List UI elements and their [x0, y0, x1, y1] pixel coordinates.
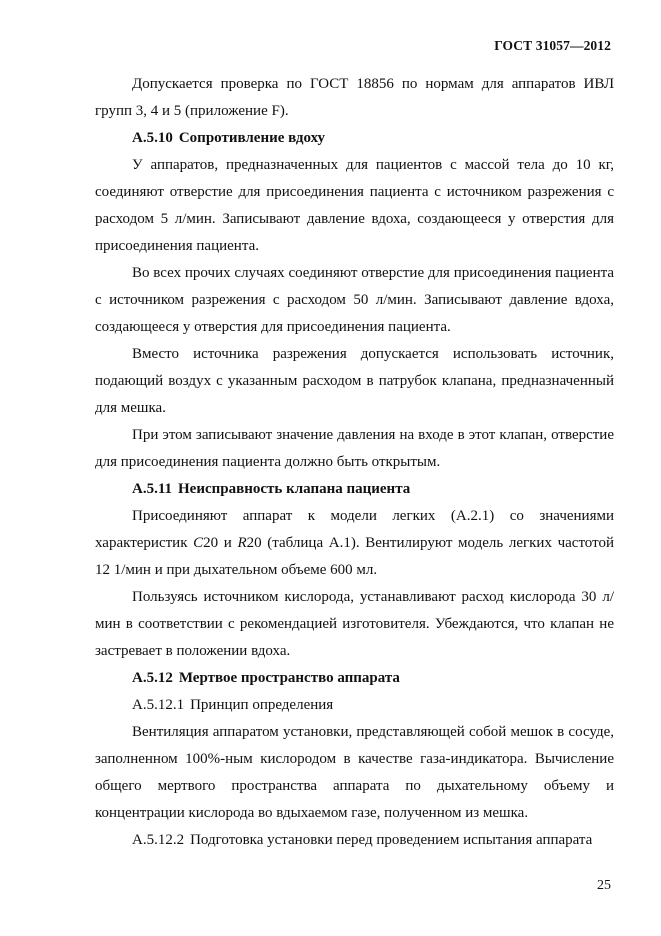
- section-title: Мертвое пространство аппарата: [178, 670, 400, 686]
- subsection-number: А.5.12.2: [132, 832, 185, 848]
- paragraph-6: [95, 503, 614, 584]
- page-number: 25: [597, 878, 611, 893]
- paragraph-text: 20 и: [203, 535, 238, 551]
- section-title: Сопротивление вдоху: [178, 130, 326, 146]
- subsection-title: Принцип определения: [190, 697, 334, 713]
- paragraph-1: Допускается проверка по ГОСТ 18856 по нормам для аппаратов ИВЛ групп 3, 4 и 5 (приложение F).: [95, 76, 614, 119]
- subsection-number: А.5.12.1: [132, 697, 185, 713]
- paragraph-4: Вместо источника разрежения допускается использовать источник, подающий воздух с указанным расходом в патрубок клапана, предназначенный для мешка.: [95, 346, 614, 416]
- document-code-header: ГОСТ 31057—2012: [494, 38, 611, 53]
- subsection-title: Подготовка установки перед проведением испытания аппарата: [190, 832, 593, 848]
- paragraph-5: При этом записывают значение давления на входе в этот клапан, отверстие для присоединения пациента должно быть открытым.: [95, 427, 614, 470]
- paragraph-text: Присоединяют аппарат к модели легких (А.2.1) со значениями характеристик: [95, 508, 614, 551]
- subsection-heading-a5-12-1: [95, 692, 614, 719]
- paragraph-2: У аппаратов, предназначенных для пациентов с массой тела до 10 кг, соединяют отверстие для присоединения пациента с источником разрежения с расходом 5 л/мин. Записывают давление вдоха, создающееся у отверстия для присоединения пациента.: [95, 157, 614, 254]
- resistance-symbol: R: [237, 535, 247, 551]
- paragraph-7: Пользуясь источником кислорода, устанавливают расход кислорода 30 л/мин в соответствии с рекомендацией изготовителя. Убеждаются, что клапан не застревает в положении вдоха.: [95, 589, 614, 659]
- section-number: А.5.11: [132, 481, 173, 497]
- section-heading-a5-10: [95, 125, 614, 152]
- subsection-heading-a5-12-2: [95, 827, 614, 854]
- section-title: Неисправность клапана пациента: [178, 481, 411, 497]
- paragraph-8: Вентиляция аппаратом установки, представляющей собой мешок в сосуде, заполненном 100%-ным кислородом в качестве газа-индикатора. Вычисление общего мертвого пространства аппарата по дыхательному объему и концентрации кислорода во вдыхаемом газе, полученном из мешка.: [95, 724, 614, 821]
- paragraph-text: 20 (таблица А.1). Вентилируют модель легких частотой 12 1/мин и при дыхательном объеме 600 мл.: [95, 535, 614, 578]
- compliance-symbol: С: [193, 535, 204, 551]
- paragraph-3: Во всех прочих случаях соединяют отверстие для присоединения пациента с источником разрежения с расходом 50 л/мин. Записывают давление вдоха, создающееся у отверстия для присоединения пациента.: [95, 265, 614, 335]
- document-body: [95, 71, 614, 854]
- section-number: А.5.12: [132, 670, 173, 686]
- section-heading-a5-12: [95, 665, 614, 692]
- section-heading-a5-11: [95, 476, 614, 503]
- section-number: А.5.10: [132, 130, 173, 146]
